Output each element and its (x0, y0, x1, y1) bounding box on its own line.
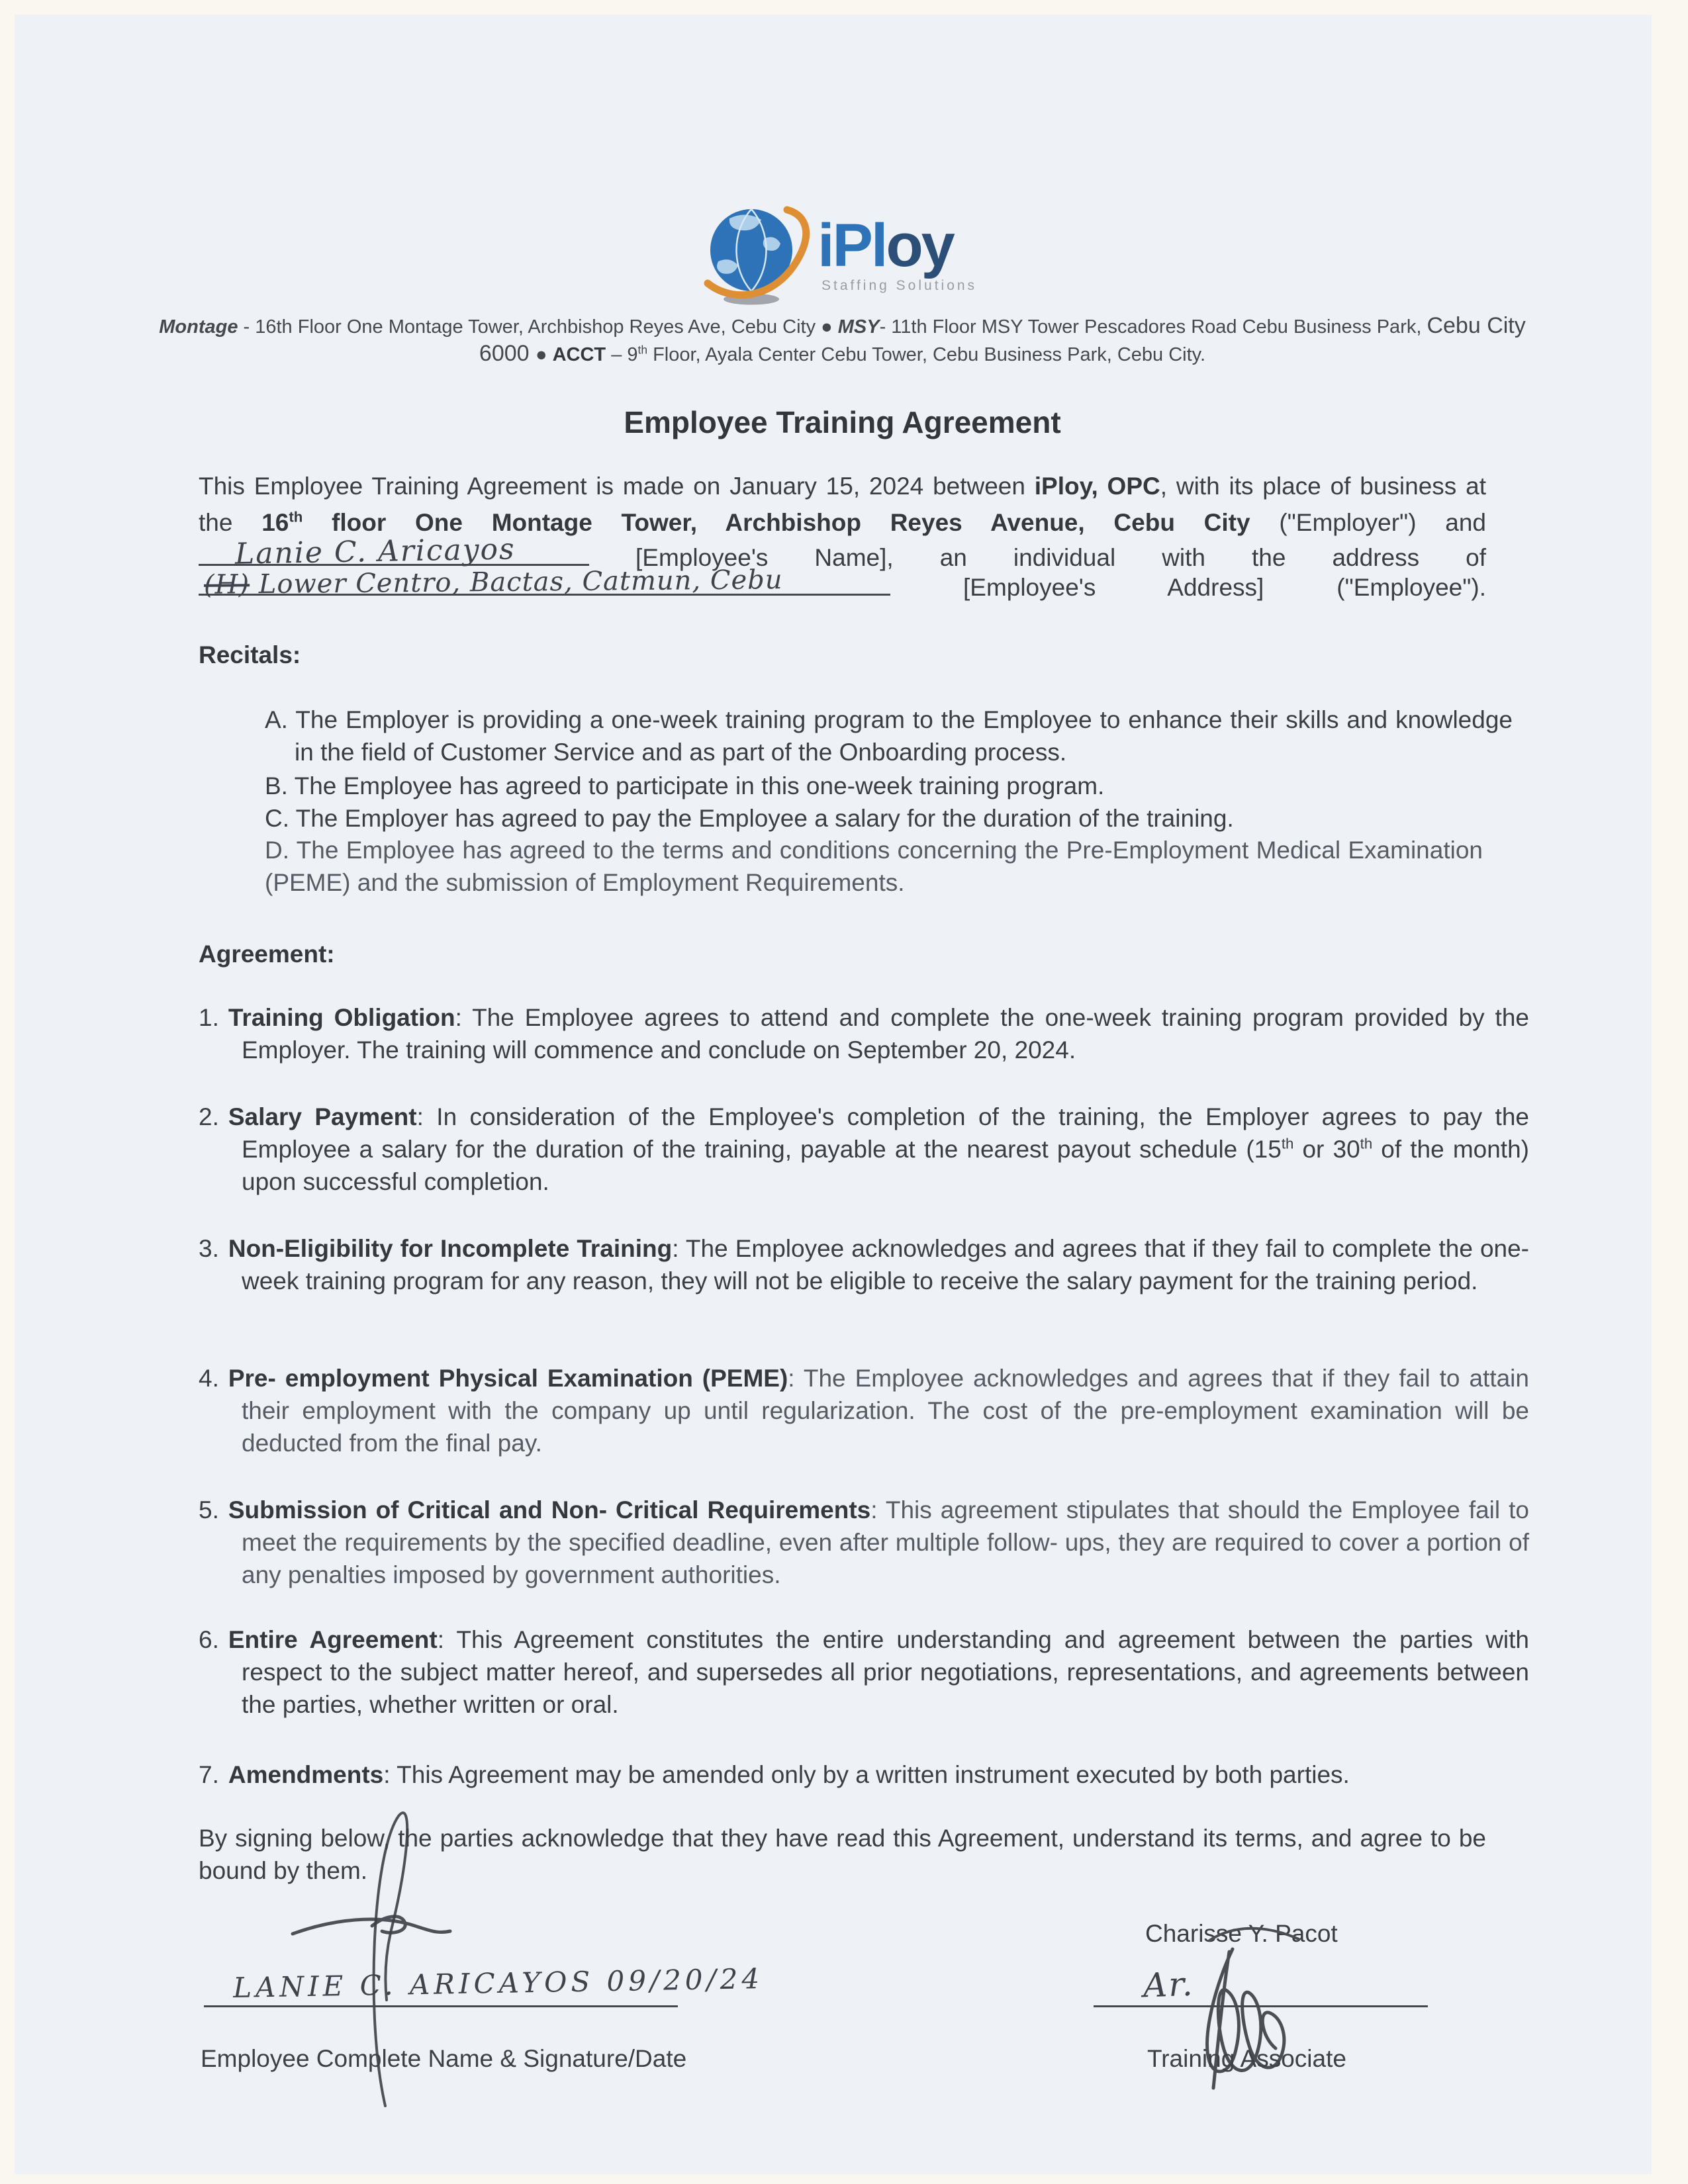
brand-text: iPloy (818, 212, 953, 279)
recital-item-a (265, 704, 1513, 768)
document-title: Employee Training Agreement (624, 405, 1061, 439)
recital-label: B. (265, 772, 288, 799)
item-title: Amendments (228, 1761, 384, 1788)
struck-text: (H) (203, 569, 250, 600)
text-run: – 9 (606, 344, 638, 365)
item-title: Submission of Critical and Non- Critical Requirements (228, 1496, 871, 1524)
agreement-item-1 (199, 1001, 1529, 1066)
recitals-heading: Recitals: (199, 641, 301, 668)
text-run: Montage (159, 316, 238, 338)
recital-text: The Employer has agreed to pay the Employee a salary for the duration of the training. (295, 805, 1234, 832)
item-body: : The Employee acknowledges and agrees that if they fail to attain their employment with the company up until regularization. The cost of the pre-employment examination will be deducted from the final pay. (242, 1365, 1529, 1457)
recital-label: D. (265, 837, 289, 864)
item-title: Entire Agreement (228, 1626, 438, 1653)
text-run: 16 (261, 509, 289, 536)
item-number: 5. (199, 1496, 219, 1524)
text-run: This Employee Training Agreement is made on January 15, 2024 between (199, 473, 1035, 500)
employee-name-placeholder: [Employee's Name], an individual with the address of (635, 544, 1486, 571)
text-run: Floor, Ayala Center Cebu Tower, Cebu Business Park, Cebu City. (647, 344, 1206, 365)
item-title: Salary Payment (228, 1103, 417, 1130)
agreement-item-2 (199, 1101, 1529, 1198)
agreement-item-4 (199, 1362, 1529, 1459)
text-run: the (199, 509, 262, 536)
employee-signature-label: Employee Complete Name & Signature/Date (201, 2045, 687, 2072)
agreement-item-6 (199, 1623, 1529, 1721)
company-logo (700, 199, 984, 311)
text-run: iPloy, OPC (1034, 473, 1160, 500)
recital-label: A. (265, 706, 288, 733)
trainer-signature-scribble (1190, 1944, 1335, 2096)
item-body: : The Employee acknowledges and agrees that if they fail to complete the one-week training program for any reason, they will not be eligible to receive the salary payment for the training period. (242, 1235, 1529, 1295)
text-run: 6000 (479, 341, 536, 366)
agreement-heading: Agreement: (199, 940, 335, 968)
text-run: ("Employer") and (1250, 509, 1486, 536)
item-body: : This Agreement may be amended only by a written instrument executed by both parties. (383, 1761, 1350, 1788)
text-run: th (289, 508, 303, 525)
employee-signature-handwriting: LANIE C. ARICAYOS 09/20/24 (232, 1962, 764, 2004)
trainer-initials-handwriting: Ar. (1143, 1964, 1195, 2005)
document-page (15, 15, 1652, 2174)
item-body: : In consideration of the Employee's completion of the training, the Employer agrees to pay the Employee a salary for the duration of the training, payable at the nearest payout schedule (15 (242, 1103, 1529, 1163)
employee-address-blank (199, 565, 890, 600)
header-address (15, 312, 1652, 368)
header-address-line1 (33, 312, 1652, 340)
item-title: Non-Eligibility for Incomplete Training (228, 1235, 673, 1262)
trainer-signature-line (1094, 2005, 1428, 2007)
text-run: th (1360, 1135, 1373, 1152)
text-run: , with its place of business at (1160, 473, 1486, 500)
recital-item-c (265, 802, 1513, 835)
item-number: 6. (199, 1626, 219, 1653)
item-body: of the month) upon successful completion. (242, 1136, 1529, 1195)
item-body: : This agreement stipulates that should the Employee fail to meet the requirements by the specified deadline, even after multiple follow- ups, they are required to cover a portion of any penalties imposed by government authorities. (242, 1496, 1529, 1588)
text-run: Cebu City (1427, 313, 1526, 338)
employee-address-handwritten (204, 564, 783, 602)
employee-name-blank (199, 532, 589, 571)
bullet-separator: ● (821, 316, 838, 338)
text-run: - 16th Floor One Montage Tower, Archbishop Reyes Ave, Cebu City (238, 316, 821, 338)
item-title: Training Obligation (228, 1004, 455, 1031)
text-run: ACCT (552, 344, 606, 365)
item-title: Pre- employment Physical Examination (PEME) (228, 1365, 788, 1392)
item-number: 3. (199, 1235, 219, 1262)
item-number: 1. (199, 1004, 219, 1031)
intro-line-4 (199, 565, 1486, 636)
recital-item-b (265, 770, 1513, 802)
agreement-item-3 (199, 1232, 1529, 1297)
recital-label: C. (265, 805, 289, 832)
item-number: 4. (199, 1365, 219, 1392)
text-run: - 11th Floor MSY Tower Pescadores Road Cebu Business Park, (879, 316, 1427, 338)
closing-paragraph: By signing below, the parties acknowledge that they have read this Agreement, understand its terms, and agree to be bound by them. (199, 1825, 1486, 1884)
item-body: : This Agreement constitutes the entire understanding and agreement between the parties with respect to the subject matter hereof, and supersedes all prior negotiations, representations, and agreements between the parties, whether written or oral. (242, 1626, 1529, 1718)
agreement-item-5 (199, 1494, 1529, 1591)
text-run: floor One Montage Tower, Archbishop Reyes Avenue, Cebu City (303, 509, 1250, 536)
item-number: 7. (199, 1761, 219, 1788)
employee-name-handwritten: Lanie C. Aricayos (234, 532, 516, 571)
recital-text: The Employee has agreed to participate in this one-week training program. (294, 772, 1105, 799)
text-run: th (637, 343, 648, 357)
bullet-separator: ● (536, 344, 553, 365)
text-run: th (1281, 1135, 1294, 1152)
employee-signature-line (204, 2005, 678, 2007)
logo-tagline: Staffing Solutions (821, 278, 978, 293)
item-body: : The Employee agrees to attend and complete the one-week training program provided by the Employer. The training will commence and conclude on September 20, 2024. (242, 1004, 1529, 1064)
trainer-printed-name: Charisse Y. Pacot (1145, 1920, 1338, 1947)
text-run: MSY (837, 316, 880, 338)
recital-text: The Employer is providing a one-week training program to the Employee to enhance their skills and knowledge in the field of Customer Service and as part of the Onboarding process. (295, 706, 1513, 766)
logo-graphic (700, 199, 984, 311)
trainer-signature-label: Training Associate (1147, 2045, 1346, 2072)
agreement-item-7 (199, 1758, 1529, 1791)
item-body: or 30 (1293, 1136, 1360, 1163)
recital-item-d (265, 834, 1483, 899)
text-run: Lower Centro, Bactas, Catmun, Cebu (249, 565, 783, 600)
recital-text: The Employee has agreed to the terms and conditions concerning the Pre-Employment Medical Examination (PEME) and the submission of Employment Requirements. (265, 837, 1483, 896)
employee-address-placeholder: [Employee's Address] ("Employee"). (962, 574, 1486, 601)
item-number: 2. (199, 1103, 219, 1130)
header-address-line2 (33, 340, 1652, 368)
